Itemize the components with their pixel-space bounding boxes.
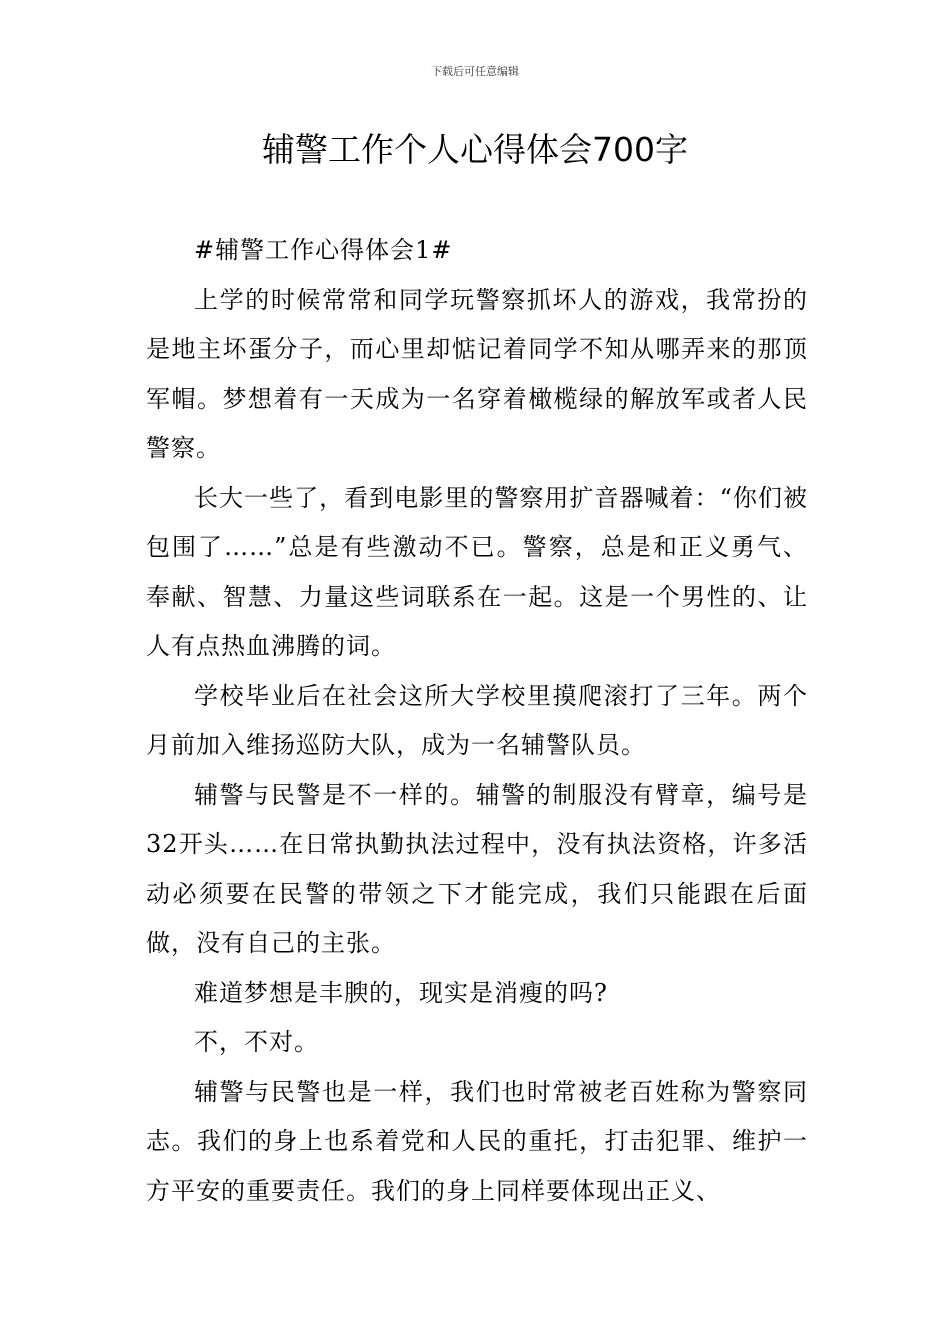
paragraph: 辅警与民警也是一样，我们也时常被老百姓称为警察同志。我们的身上也系着党和人民的重托，打击犯罪、维护一方平安的重要责任。我们的身上同样要体现出正义、 <box>146 1077 808 1205</box>
section-heading: #辅警工作心得体会1# <box>194 236 453 264</box>
paragraph: 辅警与民警是不一样的。辅警的制服没有臂章，编号是32开头……在日常执勤执法过程中，没有执法资格，许多活动必须要在民警的带领之下才能完成，我们只能跟在后面做，没有自己的主张。 <box>146 780 808 957</box>
paragraph: 学校毕业后在社会这所大学校里摸爬滚打了三年。两个月前加入维扬巡防大队，成为一名辅警队员。 <box>146 681 808 759</box>
document-body <box>146 226 808 1216</box>
document-title: 辅警工作个人心得体会700字 <box>262 130 688 169</box>
paragraph: 难道梦想是丰腴的，现实是消瘦的吗? <box>194 978 608 1007</box>
paragraph: 上学的时候常常和同学玩警察抓坏人的游戏，我常扮的是地主坏蛋分子，而心里却惦记着同学不知从哪弄来的那顶军帽。梦想着有一天成为一名穿着橄榄绿的解放军或者人民警察。 <box>146 285 808 462</box>
page-header: 下载后可任意编辑 <box>431 65 519 78</box>
paragraph: 不，不对。 <box>194 1028 319 1056</box>
paragraph: 长大一些了，看到电影里的警察用扩音器喊着：“你们被包围了……”总是有些激动不已。警察，总是和正义勇气、奉献、智慧、力量这些词联系在一起。这是一个男性的、让人有点热血沸腾的词。 <box>146 483 808 660</box>
